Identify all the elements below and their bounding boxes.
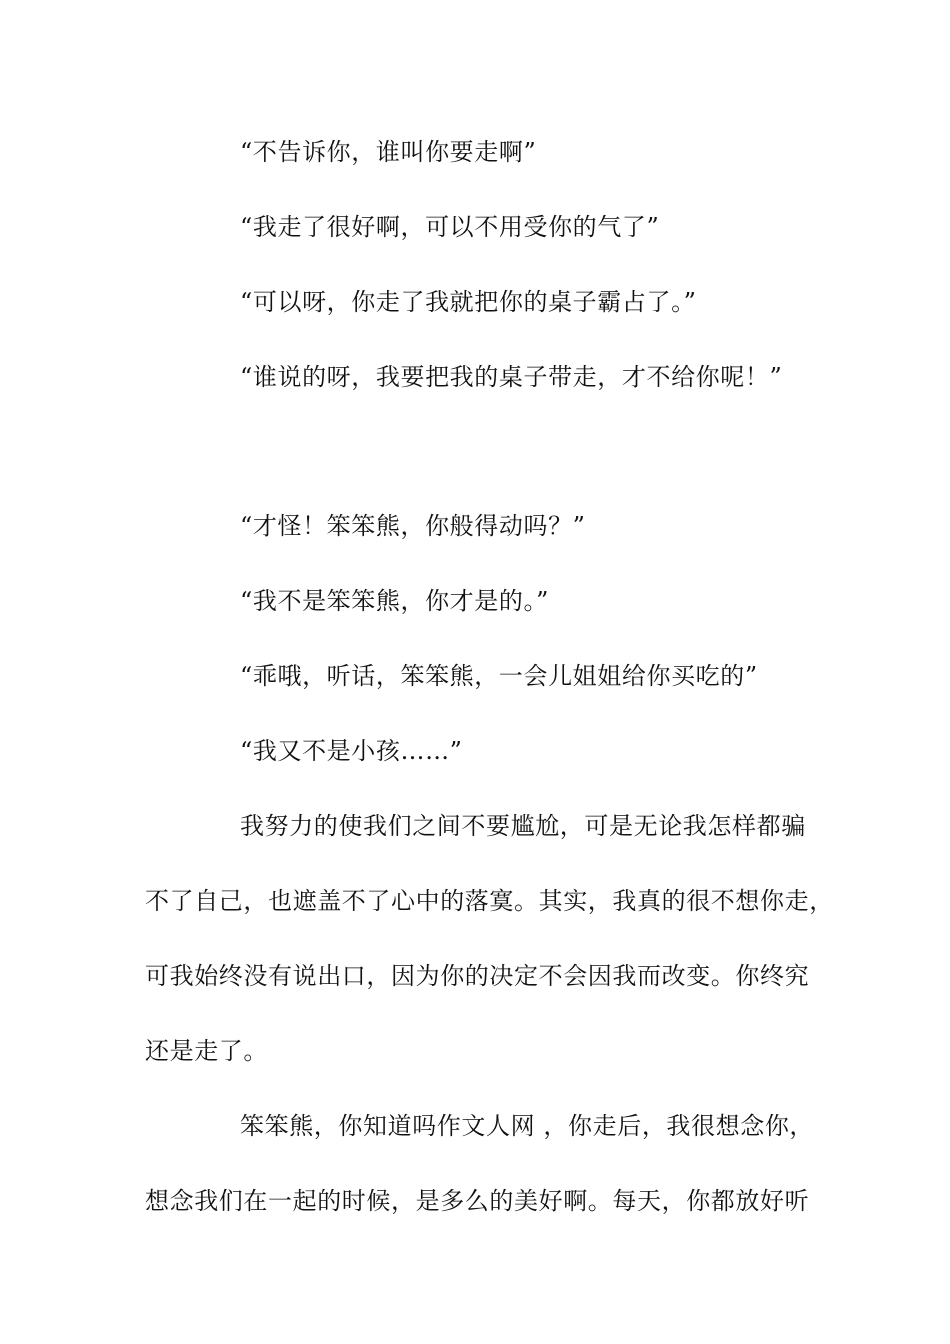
dialogue-line: “我走了很好啊，可以不用受你的气了”	[240, 213, 660, 241]
paragraph-line: 想念我们在一起的时候，是多么的美好啊。每天，你都放好听	[145, 1187, 810, 1215]
dialogue-line: “我不是笨笨熊，你才是的。”	[240, 587, 549, 615]
dialogue-line: “谁说的呀，我要把我的桌子带走，才不给你呢！”	[240, 363, 783, 391]
paragraph-line: 我努力的使我们之间不要尴尬，可是无论我怎样都骗	[240, 812, 806, 840]
paragraph-line: 还是走了。	[145, 1037, 268, 1065]
dialogue-line: “我又不是小孩……”	[240, 737, 463, 765]
paragraph-line: 可我始终没有说出口，因为你的决定不会因我而改变。你终究	[145, 962, 810, 990]
paragraph-line: 不了自己，也遮盖不了心中的落寞。其实，我真的很不想你走，	[145, 887, 834, 915]
dialogue-line: “不告诉你，谁叫你要走啊”	[240, 138, 537, 166]
paragraph-line: 笨笨熊，你知道吗作文人网 ，你走后，我很想念你，	[240, 1112, 815, 1140]
dialogue-line: “可以呀，你走了我就把你的桌子霸占了。”	[240, 288, 697, 316]
dialogue-line: “乖哦，听话，笨笨熊，一会儿姐姐给你买吃的”	[240, 662, 758, 690]
dialogue-line: “才怪！笨笨熊，你般得动吗？”	[240, 512, 586, 540]
